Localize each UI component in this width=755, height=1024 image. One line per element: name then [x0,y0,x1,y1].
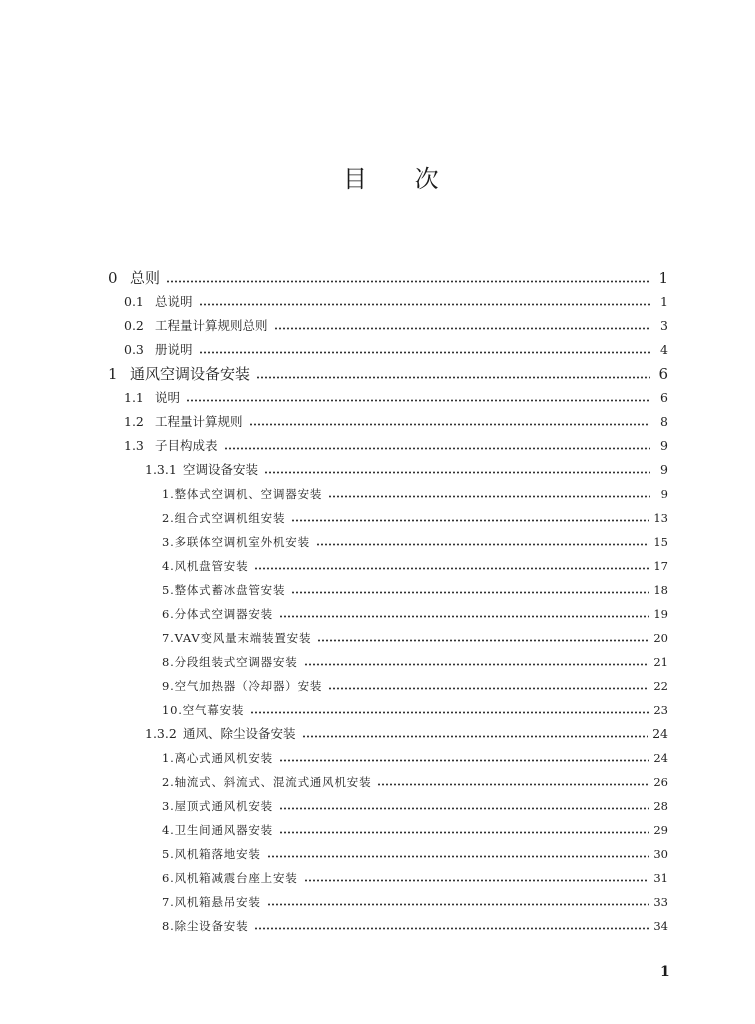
dot-leader [267,903,650,906]
toc-entry [0,890,668,914]
entry-title: 分段组装式空调器安装 [174,655,298,669]
entry-page-number: 20 [653,631,668,645]
dot-leader [274,327,650,330]
entry-number: 1.1 [124,390,144,405]
entry-number: 1. [162,751,175,765]
dot-leader [316,543,649,546]
entry-page-number: 29 [653,823,668,837]
toc-entry [0,674,668,698]
entry-title: 整体式空调机、空调器安装 [174,487,323,501]
entry-number: 8. [162,919,175,933]
entry-number: 5. [162,847,175,861]
dot-leader [279,615,649,618]
dot-leader [267,855,650,858]
toc-entry [0,698,668,722]
entry-number: 0.3 [124,342,144,357]
toc-entry [0,386,668,410]
entry-number: 8. [162,655,175,669]
entry-title: 风机箱落地安装 [174,847,261,861]
entry-number: 1.2 [124,414,144,429]
toc-entry [0,770,668,794]
dot-leader [279,759,649,762]
entry-page-number: 1 [660,294,668,309]
entry-title: 通风空调设备安装 [130,365,251,383]
dot-leader [254,567,649,570]
entry-page-number: 18 [653,583,668,597]
toc-entry [0,578,668,602]
toc-entry [0,410,668,434]
entry-page-number: 23 [653,703,668,717]
footer-page-number: 1 [660,964,670,980]
dot-leader [279,831,649,834]
entry-page-number: 24 [653,751,668,765]
entry-number: 1. [162,487,175,501]
entry-title: 分体式空调器安装 [174,607,273,621]
dot-leader [377,783,649,786]
dot-leader [304,879,650,882]
entry-title: 整体式蓄冰盘管安装 [174,583,286,597]
entry-page-number: 26 [653,775,668,789]
entry-page-number: 9 [660,487,668,501]
entry-page-number: 8 [660,414,668,429]
dot-leader [250,711,649,714]
toc-entry [0,842,668,866]
entry-title: 说明 [155,390,181,405]
toc-entry [0,482,668,506]
entry-title: 风机箱悬吊安装 [174,895,261,909]
dot-leader [291,591,649,594]
toc-entry [0,530,668,554]
dot-leader [249,423,650,426]
dot-leader [317,639,649,642]
dot-leader [224,447,650,450]
dot-leader [264,471,650,474]
entry-title: 总说明 [155,294,193,309]
entry-number: 2. [162,511,175,525]
entry-title: 工程量计算规则总则 [155,318,268,333]
toc-entry [0,266,668,290]
entry-number: 0 [108,269,118,287]
entry-title: 空调设备安装 [183,462,259,477]
entry-number: 1.3.2 [145,726,177,741]
entry-number: 9. [162,679,175,693]
toc-entry [0,506,668,530]
toc-entry [0,818,668,842]
toc-entry [0,602,668,626]
dot-leader [279,807,649,810]
dot-leader [186,399,650,402]
entry-title: 轴流式、斜流式、混流式通风机安装 [174,775,372,789]
entry-number: 2. [162,775,175,789]
entry-number: 4. [162,559,175,573]
entry-number: 6. [162,871,175,885]
dot-leader [304,663,650,666]
toc-entry [0,746,668,770]
entry-page-number: 3 [660,318,668,333]
dot-leader [166,280,650,283]
entry-page-number: 6 [658,365,668,383]
entry-title: 风机箱减震台座上安装 [174,871,298,885]
toc-entry [0,338,668,362]
entry-number: 7. [162,631,175,645]
toc-entry [0,362,668,386]
entry-number: 1.3.1 [145,462,177,477]
entry-page-number: 4 [660,342,668,357]
page-title: 目 次 [343,165,439,193]
entry-page-number: 31 [653,871,668,885]
entry-title: 卫生间通风器安装 [174,823,273,837]
entry-title: VAV变风量末端装置安装 [174,631,312,645]
entry-title: 组合式空调机组安装 [174,511,286,525]
entry-title: 通风、除尘设备安装 [183,726,296,741]
entry-title: 空气加热器（冷却器）安装 [174,679,323,693]
dot-leader [328,687,649,690]
entry-number: 5. [162,583,175,597]
entry-page-number: 1 [658,269,668,287]
dot-leader [291,519,649,522]
entry-title: 册说明 [155,342,193,357]
entry-page-number: 24 [652,726,668,741]
entry-page-number: 9 [660,438,668,453]
table-of-contents [0,266,668,938]
toc-entry [0,554,668,578]
entry-page-number: 6 [660,390,668,405]
entry-page-number: 19 [653,607,668,621]
dot-leader [256,376,650,379]
toc-entry [0,626,668,650]
entry-title: 空气幕安装 [182,703,245,717]
entry-number: 0.1 [124,294,144,309]
toc-entry [0,434,668,458]
entry-number: 6. [162,607,175,621]
entry-page-number: 15 [653,535,668,549]
entry-title: 工程量计算规则 [155,414,243,429]
dot-leader [199,303,650,306]
entry-page-number: 22 [653,679,668,693]
toc-entry [0,722,668,746]
entry-page-number: 17 [653,559,668,573]
entry-number: 0.2 [124,318,144,333]
entry-page-number: 28 [653,799,668,813]
entry-title: 子目构成表 [155,438,218,453]
entry-title: 风机盘管安装 [174,559,249,573]
entry-page-number: 34 [653,919,668,933]
entry-page-number: 9 [660,462,668,477]
entry-number: 7. [162,895,175,909]
dot-leader [254,927,649,930]
toc-entry [0,650,668,674]
toc-entry [0,794,668,818]
entry-title: 总则 [130,269,161,287]
entry-page-number: 21 [653,655,668,669]
entry-number: 3. [162,799,175,813]
entry-title: 离心式通风机安装 [174,751,273,765]
entry-title: 屋顶式通风机安装 [174,799,273,813]
entry-title: 除尘设备安装 [174,919,249,933]
toc-entry [0,314,668,338]
toc-entry [0,866,668,890]
entry-number: 1.3 [124,438,144,453]
dot-leader [302,735,649,738]
entry-page-number: 13 [653,511,668,525]
entry-title: 多联体空调机室外机安装 [174,535,310,549]
dot-leader [199,351,650,354]
entry-number: 4. [162,823,175,837]
entry-page-number: 33 [653,895,668,909]
toc-entry [0,914,668,938]
dot-leader [328,495,650,498]
toc-entry [0,290,668,314]
toc-entry [0,458,668,482]
entry-number: 10. [162,703,183,717]
entry-page-number: 30 [653,847,668,861]
entry-number: 3. [162,535,175,549]
entry-number: 1 [108,365,118,383]
